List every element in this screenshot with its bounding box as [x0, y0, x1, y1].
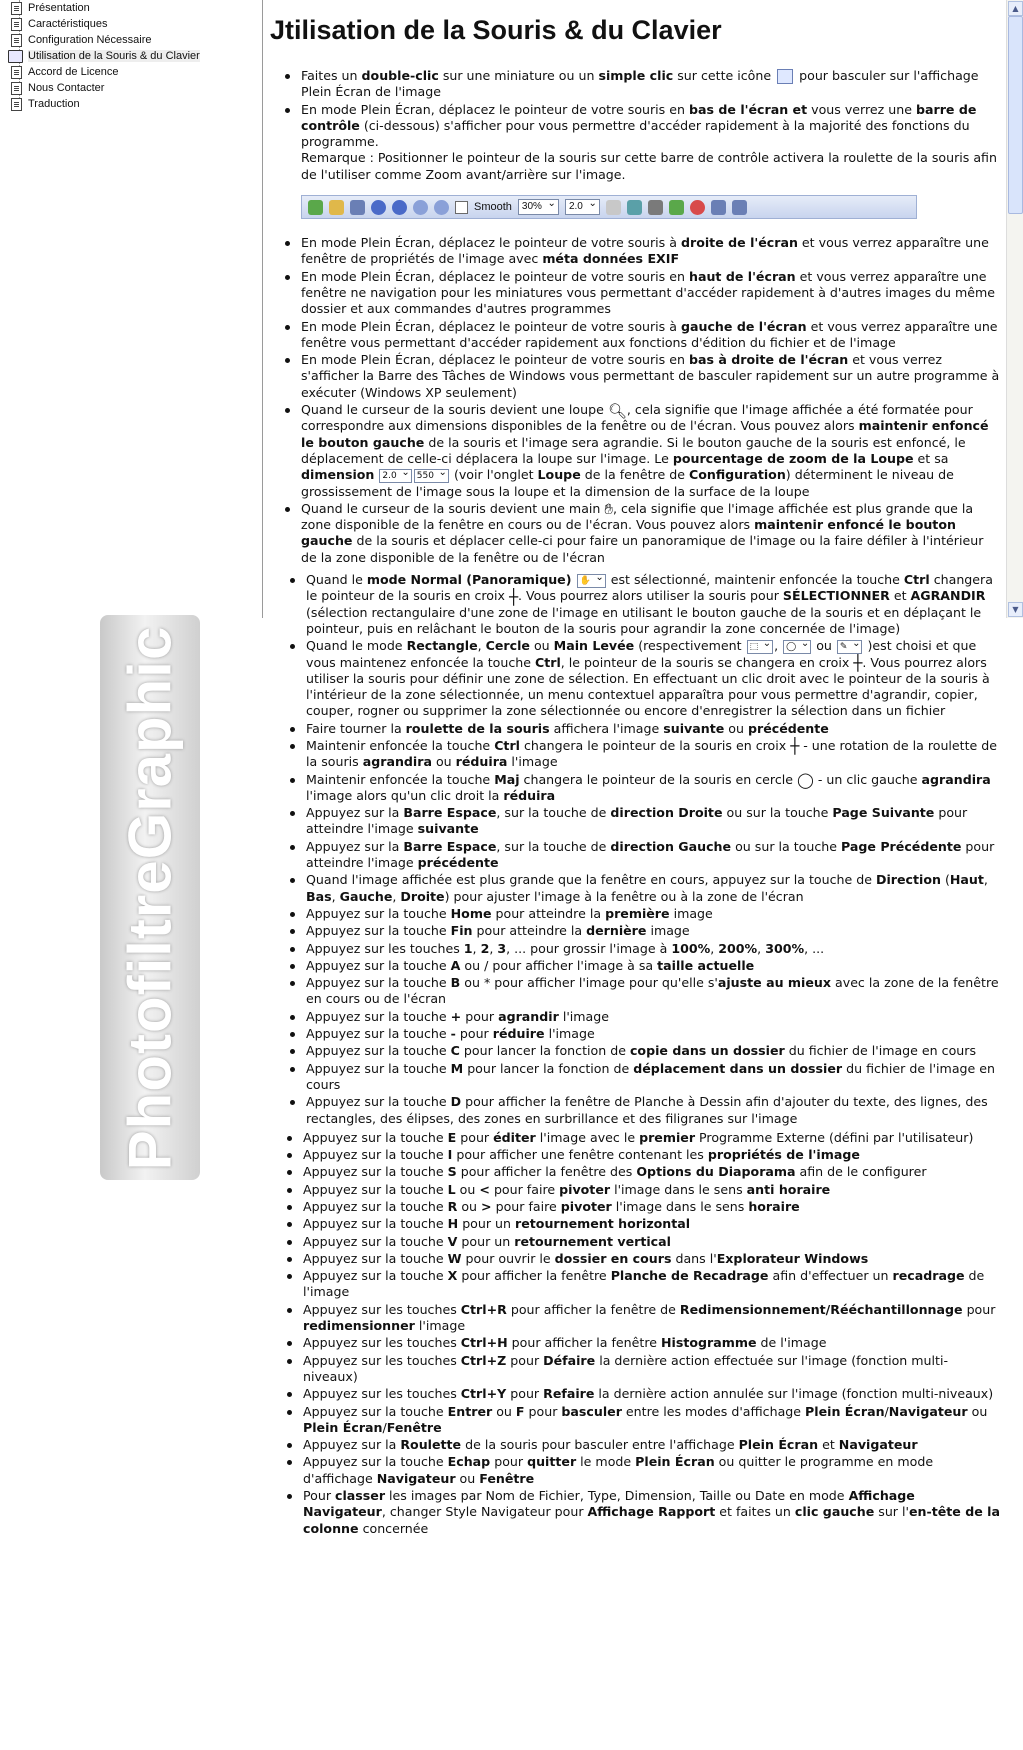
crosshair-icon: ┼ [508, 587, 518, 606]
list-item: Appuyez sur la touche B ou * pour afficher l'image pour qu'elle s'ajuste au mieux avec la zone de la fenêtre en cours ou de l'écran [306, 975, 1002, 1008]
list-item: En mode Plein Écran, déplacez le pointeur de votre souris à gauche de l'écran et vous verrez apparaître une fenêtre vous permettant d'accéder rapidement aux fonctions d'édition du fichier et de l'image [301, 319, 1002, 352]
list-item: Maintenir enfoncée la touche Maj changera le pointeur de la souris en cercle ◯ - un clic gauche agrandira l'image alors qu'un clic droit la réduira [306, 772, 1002, 805]
document-icon [11, 2, 22, 15]
document-icon [11, 34, 22, 47]
list-item: Appuyez sur les touches Ctrl+Y pour Refaire la dernière action annulée sur l'image (fonction multi-niveaux) [303, 1386, 1002, 1402]
crosshair-icon: ┼ [853, 654, 863, 672]
previous-icon[interactable] [371, 200, 386, 215]
freehand-mode-select: ✎ ⌄ [837, 640, 863, 654]
list-item: Quand le mode Normal (Panoramique) ✋ ⌄ est sélectionné, maintenir enfoncée la touche Ctrl changera le pointeur de la souris en croix ┼. Vous pourrez alors utiliser la souris pour SÉLECTIONNER et AGRANDIR (sélection rectangulaire d'une zone de l'image en utilisant le bouton gauche de la souris et en déplaçant le pointeur, puis en relâchant le bouton de la souris pour agrandir la zone concernée de l'image) [306, 572, 1002, 637]
draw-icon[interactable] [669, 200, 684, 215]
crop-icon[interactable] [648, 200, 663, 215]
list-item: En mode Plein Écran, déplacez le pointeur de votre souris en bas à droite de l'écran et vous verrez s'afficher la Barre des Tâches de Windows vous permettant de basculer rapidement sur un autre programme à exécuter (Windows XP seulement) [301, 352, 1002, 401]
help-navigation-tree [0, 0, 263, 618]
fullscreen-icon[interactable] [777, 69, 793, 84]
smooth-checkbox[interactable] [455, 201, 468, 214]
control-toolbar [301, 195, 917, 219]
list-item: Quand le mode Rectangle, Cercle ou Main Levée (respectivement ⬚ ⌄ , ◯ ⌄ ou ✎ ⌄ )est choisi et que vous maintenez enfoncée la touche Ctrl, le pointeur de la souris se changera en croix ┼. Vous pourrez alors utiliser la souris pour définir une zone de sélection. En effectuant un clic droit avec le pointeur de la souris à l'intérieur de la zone sélectionnée, un menu contextuel apparaîtra pour vous permettre d'agrandir, copier, couper, rogner ou supprimer la zone sélectionnée ou encore d'enregistrer la sélection dans un fichier [306, 638, 1002, 719]
list-item: Faire tourner la roulette de la souris affichera l'image suivante ou précédente [306, 721, 1002, 737]
hand-icon[interactable] [606, 200, 621, 215]
save-icon[interactable] [350, 200, 365, 215]
nav-item-utilisation[interactable]: Utilisation de la Souris & du Clavier [28, 48, 262, 64]
list-item: Maintenir enfoncée la touche Ctrl changera le pointeur de la souris en croix ┼ - une rotation de la roulette de la souris agrandira ou réduira l'image [306, 738, 1002, 771]
list-item: En mode Plein Écran, déplacez le pointeur de votre souris en bas de l'écran et vous verrez une barre de contrôle (ci-dessous) s'afficher pour vous permettre d'accéder rapidement à la majorité des fonctions du programme. Remarque : Positionner le pointeur de la souris sur cette barre de contrôle activera la roulette de la souris afin de l'utiliser comme Zoom avant/arrière sur l'image. Smooth 30% ⌄ 2.0 ⌄ [301, 102, 1002, 219]
list-item: Appuyez sur la touche X pour afficher la fenêtre Planche de Recadrage afin d'effectuer un recadrage de l'image [303, 1268, 1002, 1301]
list-item: Appuyez sur la touche + pour agrandir l'image [306, 1009, 1002, 1025]
list-item: Appuyez sur les touches Ctrl+H pour afficher la fenêtre Histogramme de l'image [303, 1335, 1002, 1351]
list-item: Appuyez sur la touche A ou / pour afficher l'image à sa taille actuelle [306, 958, 1002, 974]
zoom-out-icon[interactable] [434, 200, 449, 215]
smooth-label: Smooth [474, 200, 512, 213]
mode-tips-list [270, 572, 1002, 1127]
list-item: Appuyez sur la touche L ou < pour faire pivoter l'image dans le sens anti horaire [303, 1182, 1002, 1198]
list-item: Appuyez sur la touche D pour afficher la fenêtre de Planche à Dessin afin d'ajouter du texte, des lignes, des rectangles, des élipses, des zones en surbrillance et des filigranes sur l'image [306, 1094, 1002, 1127]
rectangle-mode-select: ⬚ ⌄ [747, 640, 774, 654]
download-icon[interactable] [308, 200, 323, 215]
list-item: Quand le curseur de la souris devient une loupe 🔍︎, cela signifie que l'image affichée a été formatée pour correspondre aux dimensions disponibles de la fenêtre ou de l'écran. Vous pouvez alors maintenir enfoncé le bouton gauche de la souris et l'image sera agrandie. Si le bouton gauche de la souris est enfoncé, le déplacement de celle-ci déplacera la loupe sur l'image. Le pourcentage de zoom de la Loupe et sa dimension 2.0 ⌄ 550 ⌄ (voir l'onglet Loupe de la fenêtre de Configuration) déterminent le niveau de grossissement de l'image sous la loupe et la dimension de la surface de la loupe [301, 402, 1002, 500]
hand-cursor-icon: ✋︎ [604, 500, 613, 519]
scroll-up-icon[interactable]: ▲ [1008, 1, 1023, 16]
magnifier-icon: 🔍︎ [607, 401, 627, 420]
nav-item-configuration[interactable]: Configuration Nécessaire [28, 32, 262, 48]
list-item: Appuyez sur la Roulette de la souris pour basculer entre l'affichage Plein Écran et Navigateur [303, 1437, 1002, 1453]
list-item: Faites un double-clic sur une miniature ou un simple clic sur cette icône pour basculer sur l'affichage Plein Écran de l'image [301, 68, 1002, 101]
list-item: En mode Plein Écran, déplacez le pointeur de votre souris en haut de l'écran et vous verrez apparaître une fenêtre ne navigation pour les miniatures vous permettant d'accéder rapidement à d'autres images du même dossier et aux commandes d'autres programmes [301, 269, 1002, 318]
crosshair-icon: ┼ [790, 737, 800, 756]
help-content [270, 0, 1002, 1538]
list-item: Appuyez sur la touche Entrer ou F pour basculer entre les modes d'affichage Plein Écran/Navigateur ou Plein Écran/Fenêtre [303, 1404, 1002, 1437]
list-item: Appuyez sur la touche Fin pour atteindre la dernière image [306, 923, 1002, 939]
list-item: Appuyez sur la Barre Espace, sur la touche de direction Droite ou sur la touche Page Suivante pour atteindre l'image suivante [306, 805, 1002, 838]
list-item: Appuyez sur la Barre Espace, sur la touche de direction Gauche ou sur la touche Page Précédente pour atteindre l'image précédente [306, 839, 1002, 872]
list-item: Pour classer les images par Nom de Fichier, Type, Dimension, Taille ou Date en mode Affichage Navigateur, changer Style Navigateur pour Affichage Rapport et faites un clic gauche sur l'en-tête de la colonne concernée [303, 1488, 1002, 1537]
list-item: Appuyez sur la touche E pour éditer l'image avec le premier Programme Externe (défini par l'utilisateur) [303, 1130, 1002, 1146]
content-scrollbar[interactable] [1006, 0, 1023, 618]
list-item: Appuyez sur les touches Ctrl+Z pour Défaire la dernière action effectuée sur l'image (fonction multi-niveaux) [303, 1353, 1002, 1386]
keyboard-tips-list [270, 1130, 1002, 1537]
scroll-down-icon[interactable]: ▼ [1008, 602, 1023, 617]
list-item: Quand l'image affichée est plus grande que la fenêtre en cours, appuyez sur la touche de Direction (Haut, Bas, Gauche, Droite) pour ajuster l'image à la fenêtre ou à la zone de l'écran [306, 872, 1002, 905]
open-folder-icon[interactable] [329, 200, 344, 215]
list-item: Appuyez sur les touches 1, 2, 3, ... pour grossir l'image à 100%, 200%, 300%, ... [306, 941, 1002, 957]
list-item: Appuyez sur la touche V pour un retournement vertical [303, 1234, 1002, 1250]
nav-item-presentation[interactable]: Présentation [28, 0, 262, 16]
list-item: Appuyez sur la touche M pour lancer la fonction de déplacement dans un dossier du fichier de l'image en cours [306, 1061, 1002, 1094]
list-item: Appuyez sur la touche - pour réduire l'image [306, 1026, 1002, 1042]
mouse-tips-list [270, 68, 1002, 566]
list-item: Appuyez sur la touche H pour un retournement horizontal [303, 1216, 1002, 1232]
factor-select[interactable]: 2.0 ⌄ [565, 199, 600, 215]
scroll-thumb[interactable] [1008, 16, 1023, 214]
list-item: Appuyez sur la touche C pour lancer la fonction de copie dans un dossier du fichier de l'image en cours [306, 1043, 1002, 1059]
zoom-in-icon[interactable] [413, 200, 428, 215]
nav-item-traduction[interactable]: Traduction [28, 96, 262, 112]
document-icon [11, 18, 22, 31]
loupe-size-select: 550 ⌄ [414, 469, 449, 483]
list-item: Appuyez sur la touche W pour ouvrir le dossier en cours dans l'Explorateur Windows [303, 1251, 1002, 1267]
next-icon[interactable] [392, 200, 407, 215]
page-title: Jtilisation de la Souris & du Clavier [270, 15, 722, 45]
list-item: Appuyez sur les touches Ctrl+R pour afficher la fenêtre de Redimensionnement/Rééchantillonnage pour redimensionner l'image [303, 1302, 1002, 1335]
stop-icon[interactable] [690, 200, 705, 215]
watermark-logo: PhotofiltreGraphic [100, 615, 200, 1180]
open-book-icon [8, 50, 23, 63]
list-item: Appuyez sur la touche Echap pour quitter le mode Plein Écran ou quitter le programme en mode d'affichage Navigateur ou Fenêtre [303, 1454, 1002, 1487]
undo-icon[interactable] [711, 200, 726, 215]
resize-icon[interactable] [627, 200, 642, 215]
document-icon [11, 66, 22, 79]
nav-item-licence[interactable]: Accord de Licence [28, 64, 262, 80]
redo-icon[interactable] [732, 200, 747, 215]
loupe-factor-select: 2.0 ⌄ [379, 469, 411, 483]
list-item: Quand le curseur de la souris devient une main ✋︎, cela signifie que l'image affichée est plus grande que la zone disponible de la fenêtre en cours ou de l'écran. Vous pouvez alors maintenir enfoncé le bouton gauche de la souris et déplacer celle-ci pour faire un panoramique de l'image ou la faire défiler à l'intérieur de la zone disponible de la fenêtre ou de l'écran [301, 501, 1002, 566]
nav-item-caracteristiques[interactable]: Caractéristiques [28, 16, 262, 32]
list-item: Appuyez sur la touche Home pour atteindre la première image [306, 906, 1002, 922]
list-item: En mode Plein Écran, déplacez le pointeur de votre souris à droite de l'écran et vous verrez apparaître une fenêtre de propriétés de l'image avec méta données EXIF [301, 235, 1002, 268]
list-item: Appuyez sur la touche R ou > pour faire pivoter l'image dans le sens horaire [303, 1199, 1002, 1215]
circle-cursor-icon: ◯ [797, 771, 814, 790]
document-icon [11, 82, 22, 95]
list-item: Appuyez sur la touche I pour afficher une fenêtre contenant les propriétés de l'image [303, 1147, 1002, 1163]
nav-item-contact[interactable]: Nous Contacter [28, 80, 262, 96]
document-icon [11, 98, 22, 111]
list-item: Appuyez sur la touche S pour afficher la fenêtre des Options du Diaporama afin de le configurer [303, 1164, 1002, 1180]
hand-mode-select: ✋ ⌄ [577, 574, 606, 588]
circle-mode-select: ◯ ⌄ [783, 640, 811, 654]
zoom-select[interactable]: 30% ⌄ [518, 199, 559, 215]
